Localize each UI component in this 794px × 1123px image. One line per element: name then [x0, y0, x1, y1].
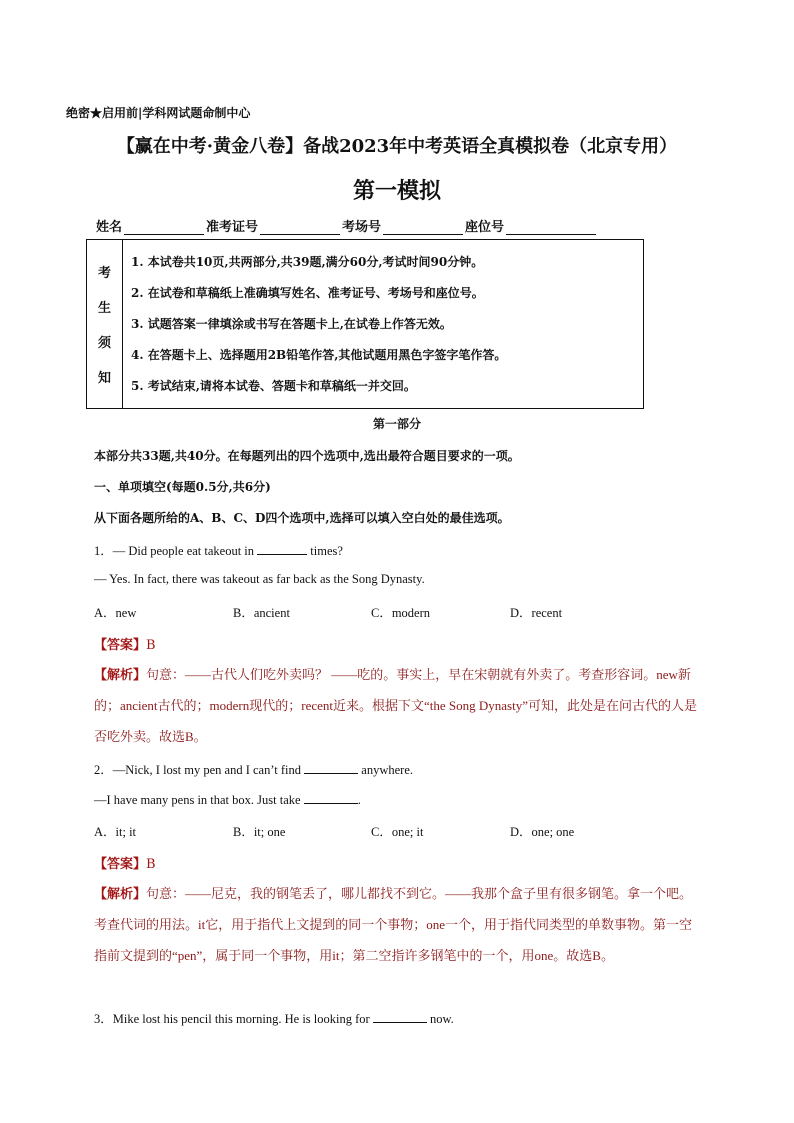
question-1-line-1	[94, 541, 343, 559]
question-3-text-a: 3．Mike lost his pencil this morning. He is looking for	[94, 1012, 370, 1026]
question-3-blank[interactable]	[373, 1010, 427, 1023]
notice-item: 3. 试题答案一律填涂或书写在答题卡上,在试卷上作答无效。	[131, 317, 452, 331]
explain-text: 句意：——尼克，我的钢笔丢了，哪儿都找不到它。——我那个盒子里有很多钢笔。拿一个吧。考查代词的用法。it它，用于指代上文提到的同一个事物；one一个，用于指代同类型的单数事物。第一空指前文提到的“pen”，属于同一个事物，用it；第二空指许多钢笔中的一个，用one。故选B。	[94, 886, 693, 963]
notice-items	[131, 252, 506, 407]
exam-subtitle: 第一模拟	[352, 178, 441, 204]
question-2-text-b: anywhere.	[361, 763, 413, 777]
question-1-explanation	[94, 659, 704, 752]
question-2-explanation	[94, 878, 704, 971]
secret-mark: 绝密★启用前|学科网试题命制中心	[66, 106, 251, 120]
question-1-text-b: times?	[310, 544, 343, 558]
question-2-line-2	[94, 791, 361, 808]
notice-item: 5. 考试结束,请将本试卷、答题卡和草稿纸一并交回。	[131, 379, 416, 393]
question-1-text-a: 1．— Did people eat takeout in	[94, 544, 255, 558]
answer-label: 【答案】	[94, 857, 147, 872]
question-1-blank[interactable]	[257, 542, 307, 555]
notice-label-char: 考	[97, 266, 111, 281]
question-2-option-c[interactable]: C．one; it	[371, 825, 424, 839]
info-label-name: 姓名	[96, 220, 123, 235]
notice-label-char: 知	[97, 371, 111, 386]
notice-item: 2. 在试卷和草稿纸上准确填写姓名、准考证号、考场号和座位号。	[131, 286, 484, 300]
candidate-info-line	[96, 216, 598, 235]
notice-item: 4. 在答题卡上、选择题用2B铅笔作答,其他试题用黑色字签字笔作答。	[131, 348, 507, 362]
question-2-blank-1[interactable]	[304, 761, 358, 774]
question-1-option-d[interactable]: D．recent	[510, 606, 563, 620]
answer-value: B	[146, 638, 156, 653]
question-2-option-a[interactable]: A．it; it	[94, 825, 137, 839]
question-2-line-1	[94, 760, 413, 778]
info-label-room: 考场号	[342, 220, 382, 235]
question-2-text-c: —I have many pens in that box. Just take	[94, 793, 301, 807]
explain-text: 句意：——古代人们吃外卖吗？ ——吃的。事实上，早在宋朝就有外卖了。考查形容词。new新的；ancient古代的；modern现代的；recent近来。根据下文“the Song Dynasty”可知，此处是在问古代的人是否吃外卖。故选B。	[94, 667, 697, 744]
question-2-text-a: 2．—Nick, I lost my pen and I can’t find	[94, 763, 302, 777]
question-2-blank-2[interactable]	[304, 791, 358, 804]
notice-label	[87, 240, 123, 408]
question-1-option-b[interactable]: B．ancient	[233, 606, 290, 620]
question-2-text-d: .	[357, 793, 361, 807]
question-2-option-d[interactable]: D．one; one	[510, 825, 575, 839]
question-1-option-a[interactable]: A．new	[94, 606, 137, 620]
exam-title: 【赢在中考·黄金八卷】备战2023年中考英语全真模拟卷（北京专用）	[116, 136, 678, 157]
part-intro: 本部分共33题,共40分。在每题列出的四个选项中,选出最符合题目要求的一项。	[94, 449, 520, 463]
question-1-option-c[interactable]: C．modern	[371, 606, 431, 620]
part-title: 第一部分	[372, 417, 421, 431]
notice-label-char: 生	[97, 301, 111, 316]
exam-id-blank[interactable]	[260, 222, 340, 235]
answer-value: B	[146, 857, 156, 872]
question-3-line-1	[94, 1009, 454, 1027]
notice-label-char: 须	[97, 336, 111, 351]
seat-blank[interactable]	[506, 222, 596, 235]
question-3-text-b: now.	[429, 1012, 454, 1026]
notice-box	[86, 239, 644, 409]
section-instruction: 从下面各题所给的A、B、C、D四个选项中,选择可以填入空白处的最佳选项。	[94, 511, 510, 525]
question-2-answer	[94, 853, 156, 872]
explain-label: 【解析】	[94, 886, 147, 901]
explain-label: 【解析】	[94, 667, 147, 682]
question-1-line-2: — Yes. In fact, there was takeout as far back as the Song Dynasty.	[94, 572, 425, 586]
question-2-option-b[interactable]: B．it; one	[233, 825, 286, 839]
notice-item: 1. 本试卷共10页,共两部分,共39题,满分60分,考试时间90分钟。	[131, 255, 484, 269]
room-blank[interactable]	[383, 222, 463, 235]
info-label-seat: 座位号	[465, 220, 505, 235]
name-blank[interactable]	[124, 222, 204, 235]
question-1-answer	[94, 634, 156, 653]
answer-label: 【答案】	[94, 638, 147, 653]
section-heading: 一、单项填空(每题0.5分,共6分)	[94, 480, 271, 494]
info-label-exam-id: 准考证号	[206, 220, 259, 235]
